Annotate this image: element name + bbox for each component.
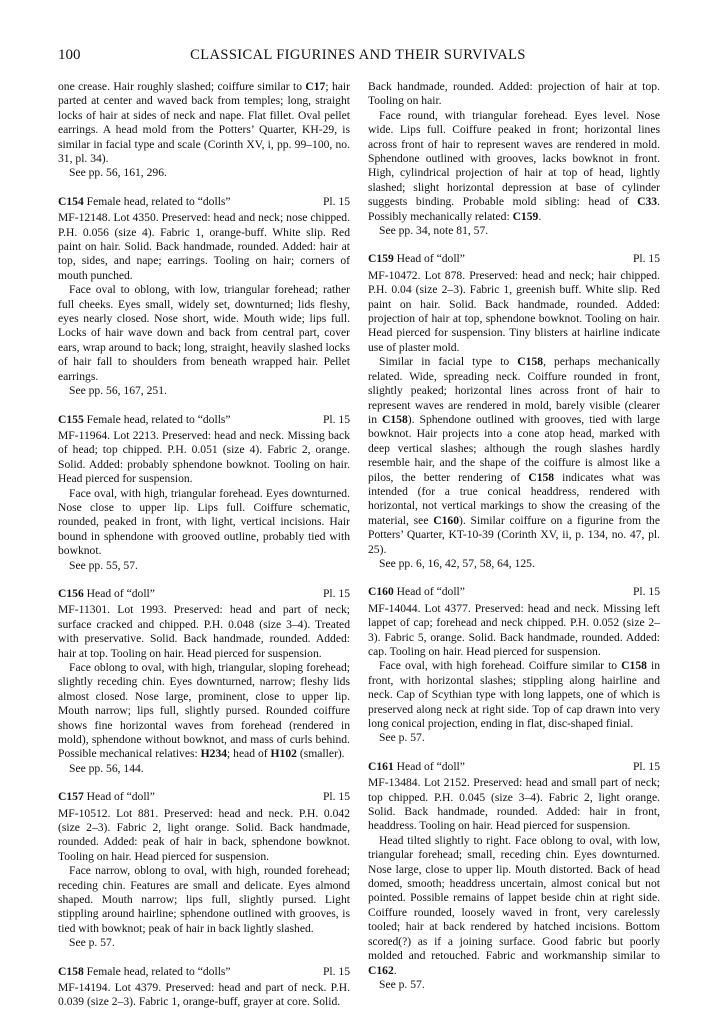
entry-paragraph: MF-12148. Lot 4350. Preserved: head and neck; nose chipped. P.H. 0.056 (size 4). Fabric 1, orange-buff. White slip. Red paint on hair. Solid. Back handmade, rounded. Added: hair at top, sides, and nape; earrings. Tooling on hair; corners of mouth punched. [58, 211, 350, 282]
entry-heading [368, 252, 660, 266]
plate-reference: Pl. 15 [632, 252, 660, 266]
entry-title: Female head, related to “dolls” [86, 194, 231, 208]
entry-title: Female head, related to “dolls” [86, 964, 231, 978]
entry-paragraph: Face oval to oblong, with low, triangular forehead; rather full cheeks. Eyes small, widely set, downturned; lids fleshy, eyes nearly closed. Nose short, wide. Mouth wide; lips full. Locks of hair wave down and back from central part, cover ears, wrap around to back; long, straight, heavily slashed locks of hair fall to shoulders from beneath wrapped hair. Pellet earrings. [58, 283, 350, 383]
entry-paragraph: Face oblong to oval, with high, triangular, sloping forehead; slightly receding chin. Eyes downturned, narrow; fleshy lids almost closed. Nose large, prominent, close to upper lip. Mouth narrow; lips full, slightly pursed. Rounded coiffure shows fine horizontal waves from forehead (rendered in mold), sphendone without bowknot, and mass of curls behind. Possible mechanical relatives: H234; head of H102 (smaller). [58, 660, 350, 761]
entry-number: C156 [58, 586, 84, 600]
see-references: See pp. 56, 161, 296. [69, 166, 167, 180]
entry-paragraph: MF-11964. Lot 2213. Preserved: head and neck. Missing back of head; top chipped. P.H. 0.051 (size 4). Fabric 2, orange. Solid. Added: probably sphendone bowknot. Tooling on hair. Head pierced for suspension. [58, 428, 350, 486]
entry-paragraph: MF-10512. Lot 881. Preserved: head and neck. P.H. 0.042 (size 2–3). Fabric 2, light orange. Solid. Back handmade, rounded. Added: peak of hair in back, sphendone bowknot. Tooling on hair. Head pierced for suspension. [58, 806, 350, 863]
continued-paragraph: one crease. Hair roughly slashed; coiffure similar to C17; hair parted at center and waved back from temples; long, straight locks of hair at sides of neck and nape. Flat fillet. Oval pellet earrings. A head mold from the Potters’ Quarter, KH-29, is similar in facial type and scale (Corinth XV, i, pp. 99–100, no. 31, pl. 34). [58, 80, 350, 166]
see-references: See pp. 34, note 81, 57. [379, 224, 489, 238]
see-references: See pp. 55, 57. [69, 558, 138, 572]
see-references: See p. 57. [379, 731, 425, 745]
entry-number: C161 [368, 759, 394, 773]
catalogue-entry-c154 [58, 195, 350, 399]
running-head [58, 47, 658, 69]
entry-number: C157 [58, 790, 84, 804]
plate-reference: Pl. 15 [632, 759, 660, 773]
running-title: CLASSICAL FIGURINES AND THEIR SURVIVALS [190, 47, 526, 63]
entry-paragraph: Head tilted slightly to right. Face oblong to oval, with low, triangular forehead; small, receding chin. Eyes downturned. Nose large, close to upper lip. Mouth distorted. Back of head domed, smooth; headdress uncertain, almost conical but not pointed. Possible remains of lappet beside chin at right side. Coiffure rounded, loosely waved in front, very carelessly tooled; hair at back rendered by hatched incisions. Bottom scored(?) as if a joining surface. Good fabric but poorly molded and retouched. Fabric and workmanship similar to C162. [368, 833, 660, 977]
left-column [58, 80, 350, 1010]
plate-reference: Pl. 15 [632, 585, 660, 599]
entry-heading [58, 587, 350, 601]
see-references: See pp. 56, 144. [69, 761, 144, 775]
entry-heading [368, 585, 660, 599]
plate-reference: Pl. 15 [322, 586, 350, 600]
entry-number: C155 [58, 412, 84, 426]
entry-number: C159 [368, 252, 394, 266]
entry-heading [58, 195, 350, 209]
entry-number: C158 [58, 964, 84, 978]
entry-heading [58, 965, 350, 979]
entry-number: C160 [368, 585, 394, 599]
continued-paragraph: Face round, with triangular forehead. Eyes level. Nose wide. Lips full. Coiffure peaked in front; horizontal lines across front of hair to represent waves are rendered in mold. Sphendone outlined with grooves, lacks bowknot in front. High, cylindrical projection of hair at top of head, lightly slashed; slight horizontal depression at base of cylinder suggests binding. Probable mold sibling: head of C33. Possibly mechanically related: C159. [368, 108, 660, 223]
plate-reference: Pl. 15 [322, 964, 350, 978]
catalogue-entry-c157 [58, 790, 350, 950]
plate-reference: Pl. 15 [322, 790, 350, 804]
entry-paragraph: MF-14194. Lot 4379. Preserved: head and part of neck. P.H. 0.039 (size 2–3). Fabric 1, orange-buff, grayer at core. Solid. [58, 981, 350, 1009]
catalogue-entry-c155 [58, 413, 350, 573]
entry-paragraph: Face narrow, oblong to oval, with high, rounded forehead; receding chin. Features are small and delicate. Eyes almond shaped. Mouth narrow; lips full, slightly pursed. Light stippling around hairline; sphendone outlined with grooves, is tied with bowknot; peak of hair in back lightly slashed. [58, 864, 350, 935]
entry-number: C154 [58, 194, 84, 208]
entry-heading [368, 760, 660, 774]
entry-title: Female head, related to “dolls” [86, 412, 231, 426]
entry-title: Head of “doll” [396, 759, 465, 773]
entry-title: Head of “doll” [86, 790, 155, 804]
entry-paragraph: MF-11301. Lot 1993. Preserved: head and part of neck; surface cracked and chipped. P.H. 0.048 (size 3–4). Treated with preservative. Solid. Back handmade, rounded. Added: hair at top. Tooling on hair. Head pierced for suspension. [58, 603, 350, 660]
plate-reference: Pl. 15 [322, 194, 350, 208]
entry-paragraph: MF-14044. Lot 4377. Preserved: head and neck. Missing left lappet of cap; forehead and neck chipped. P.H. 0.052 (size 2–3). Fabric 5, orange. Solid. Back handmade, rounded. Added: cap. Tooling on hair. Head pierced for suspension. [368, 601, 660, 658]
see-references: See p. 57. [69, 936, 115, 950]
entry-heading [58, 790, 350, 804]
catalogue-entry-c159 [368, 252, 660, 571]
entry-paragraph: Face oval, with high, triangular forehead. Eyes downturned. Nose close to upper lip. Lips full. Coiffure schematic, rounded, peaked in front, with light, vertical incisions. Hair bound in sphendone with grooved outline, probably tied with bowknot. [58, 486, 350, 558]
see-references: See p. 57. [379, 977, 425, 991]
entry-title: Head of “doll” [396, 585, 465, 599]
right-column [368, 80, 660, 992]
entry-title: Head of “doll” [86, 586, 155, 600]
entry-paragraph: Similar in facial type to C158, perhaps mechanically related. Wide, spreading neck. Coiffure rounded in front, slightly peaked; horizontal lines across front of hair to represent waves are rendered in mold, barely visible (clearer in C158). Sphendone outlined with grooves, tied with large bowknot. Hair projects into a cone atop head, marked with deep vertical slashes; although the rough slashes hardly resemble hair, and the shape of the coiffure is almost like a pilos, the better rendering of C158 indicates what was intended (for a true conical headdress, rendered with horizontal, not vertical markings to show the creasing of the material, see C160). Similar coiffure on a figurine from the Potters’ Quarter, KT-10-39 (Corinth XV, ii, p. 134, no. 47, pl. 25). [368, 355, 661, 556]
catalogue-entry-c161 [368, 760, 660, 992]
see-references: See pp. 56, 167, 251. [69, 384, 167, 398]
entry-paragraph: MF-10472. Lot 878. Preserved: head and neck; hair chipped. P.H. 0.04 (size 2–3). Fabric 1, greenish buff. White slip. Red paint on hair. Solid. Back handmade, rounded. Added: projection of hair at top, sphendone bowknot. Tooling on hair. Head pierced for suspension. Tiny blisters at hairline indicate use of plaster mold. [368, 268, 660, 354]
page-number: 100 [58, 47, 81, 63]
entry-title: Head of “doll” [396, 252, 465, 266]
see-references: See pp. 6, 16, 42, 57, 58, 64, 125. [379, 556, 535, 570]
entry-paragraph: MF-13484. Lot 2152. Preserved: head and small part of neck; top chipped. P.H. 0.045 (size 3–4). Fabric 2, light orange. Solid. Back handmade, rounded. Added: hair in front, headdress. Tooling on hair. Head pierced for suspension. [368, 776, 660, 833]
plate-reference: Pl. 15 [322, 412, 350, 426]
entry-heading [58, 413, 350, 427]
catalogue-entry-c156 [58, 587, 350, 776]
catalogue-entry-c158 [58, 965, 350, 1010]
catalogue-entry-c160 [368, 585, 660, 745]
continued-paragraph: Back handmade, rounded. Added: projection of hair at top. Tooling on hair. [368, 80, 660, 108]
entry-paragraph: Face oval, with high forehead. Coiffure similar to C158 in front, with horizontal slashes; stippling along hairline and neck. Cap of Scythian type with long lappets, one of which is preserved along neck at right side. Top of cap drawn into very long conical projection, ending in flat, disc-shaped finial. [368, 659, 660, 731]
